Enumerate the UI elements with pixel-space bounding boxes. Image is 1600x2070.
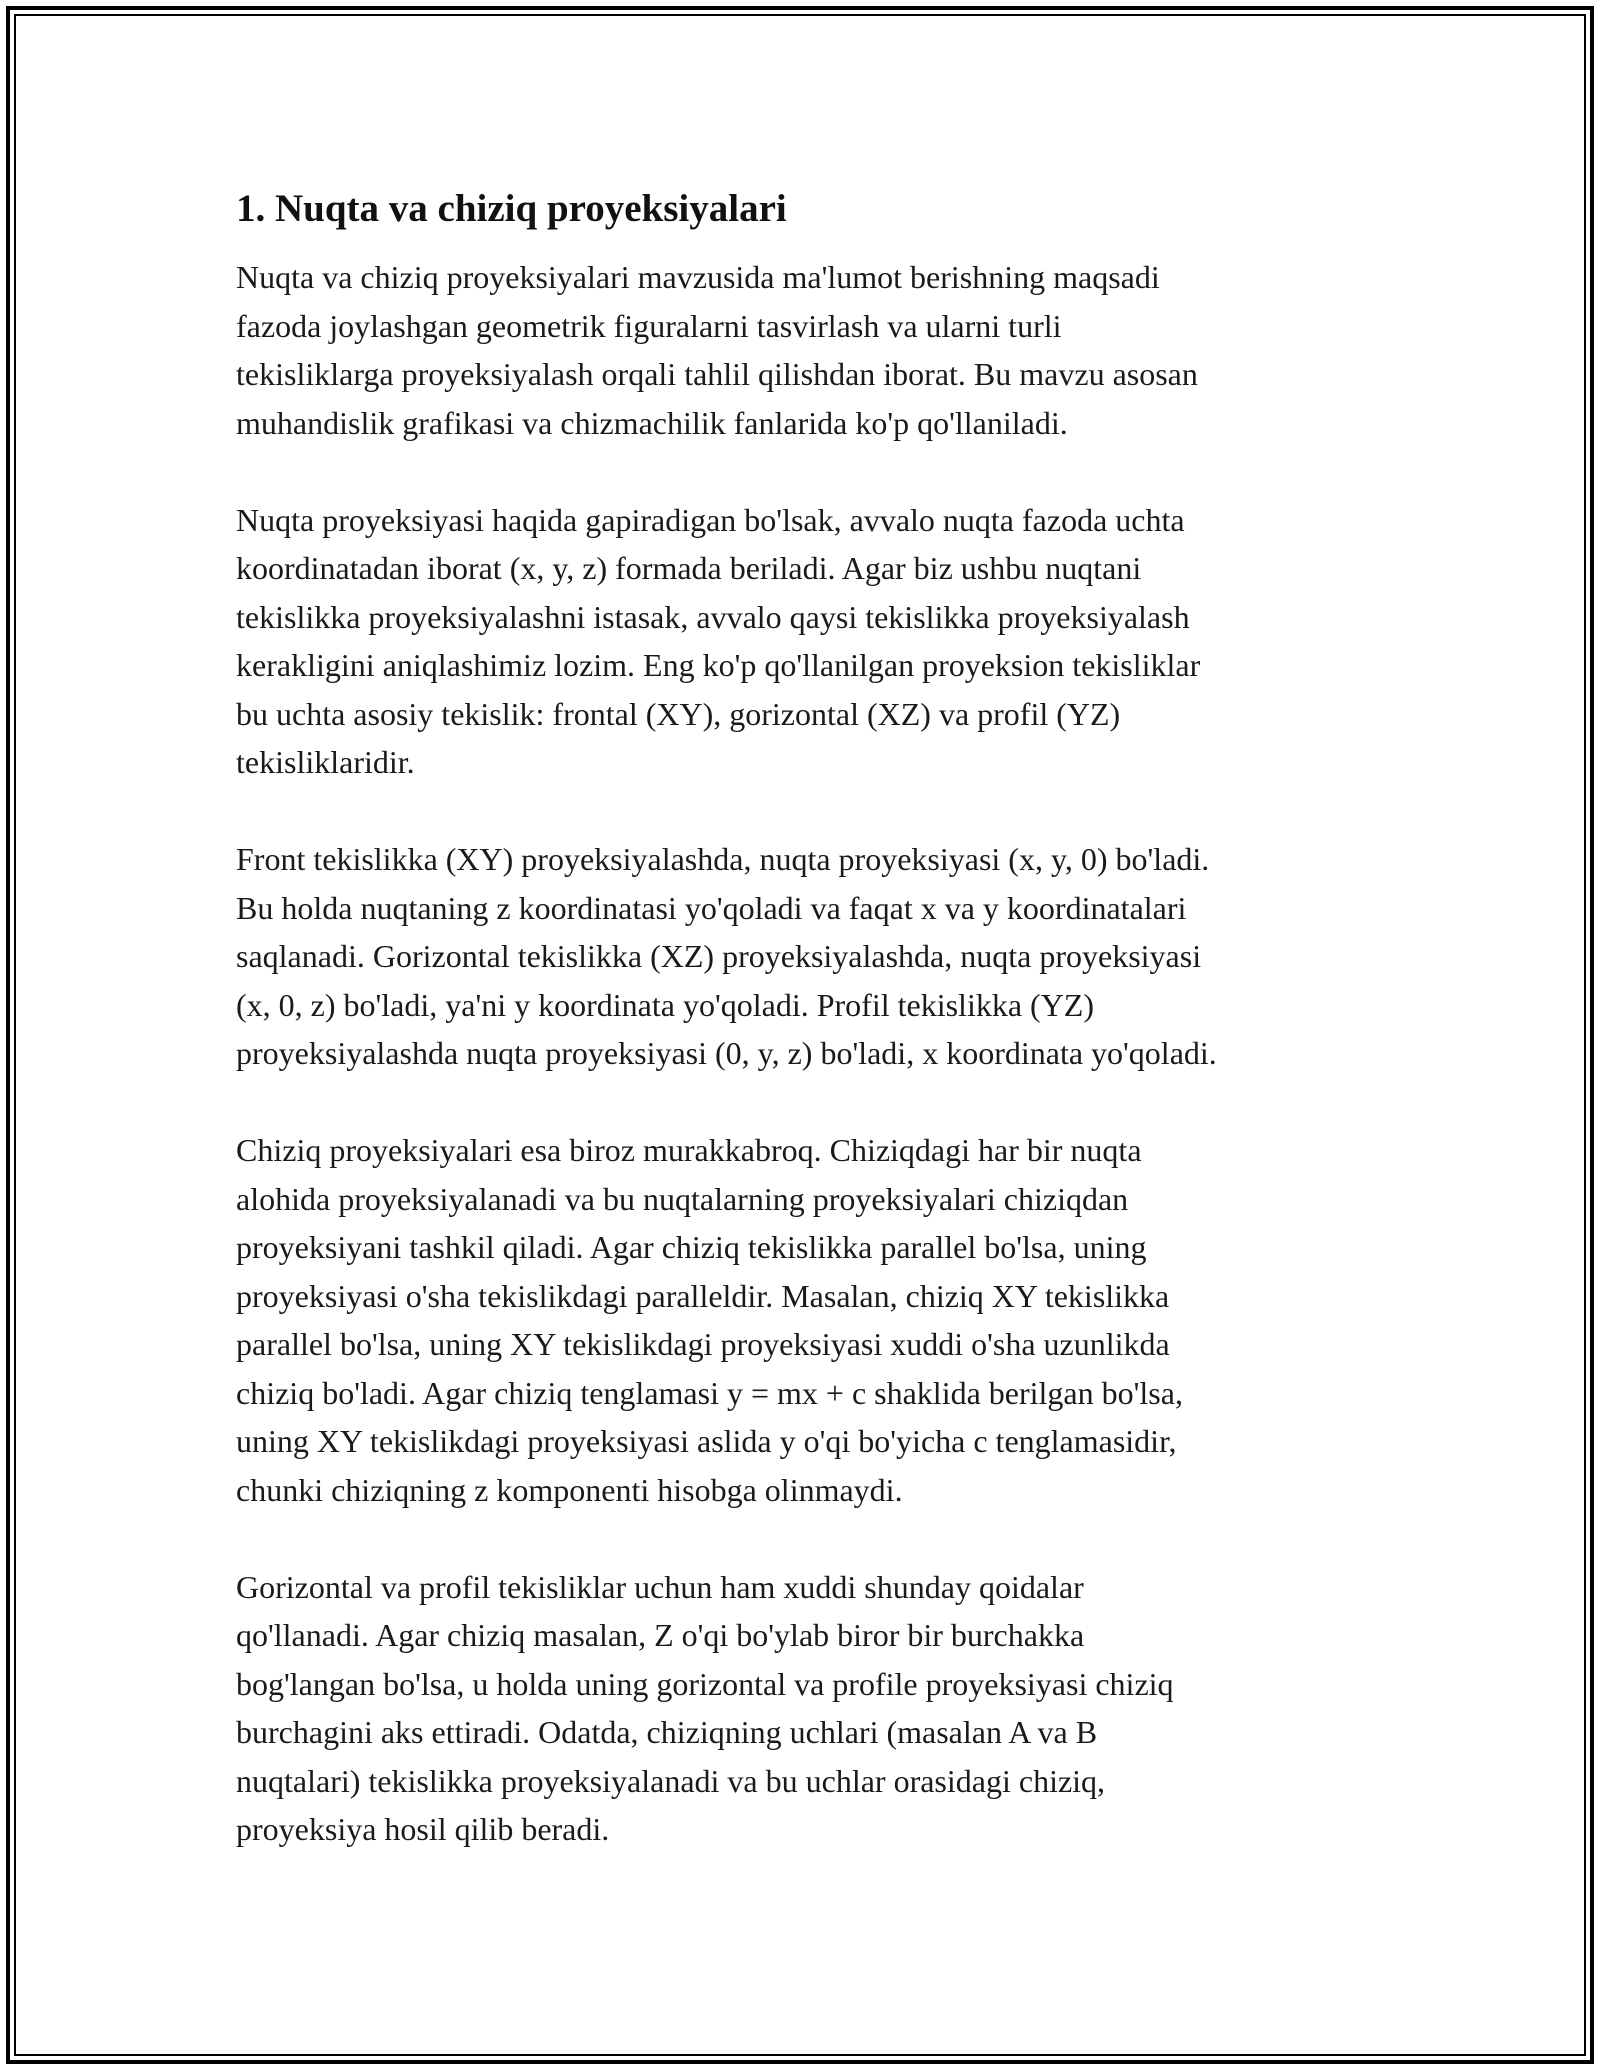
text-line: alohida proyeksiyalanadi va bu nuqtalarning proyeksiyalari chiziqdan [236,1180,1129,1217]
text-line: bog'langan bo'lsa, u holda uning gorizontal va profile proyeksiyasi chiziq [236,1665,1174,1702]
text-line: Nuqta va chiziq proyeksiyalari mavzusida ma'lumot berishning maqsadi [236,259,1160,295]
text-line: saqlanadi. Gorizontal tekislikka (XZ) proyeksiyalashda, nuqta proyeksiyasi [236,938,1202,974]
text-line: qo'llanadi. Agar chiziq masalan, Z o'qi bo'ylab biror bir burchakka [236,1617,1085,1653]
text-line: fazoda joylashgan geometrik figuralarni tasvirlash va ularni turli [236,307,1062,344]
section-heading: 1. Nuqta va chiziq proyeksiyalari [236,187,787,230]
text-line: burchagini aks ettiradi. Odatda, chiziqning uchlari (masalan A va B [236,1714,1098,1750]
text-line: Nuqta proyeksiyasi haqida gapiradigan bo'lsak, avvalo nuqta fazoda uchta [236,501,1185,538]
text-line: chunki chiziqning z komponenti hisobga olinmaydi. [236,1471,903,1508]
text-line: muhandislik grafikasi va chizmachilik fanlarida ko'p qo'llaniladi. [236,404,1068,441]
text-line: Chiziq proyeksiyalari esa biroz murakkabroq. Chiziqdagi har bir nuqta [236,1132,1142,1168]
text-line: koordinatadan iborat (x, y, z) formada beriladi. Agar biz ushbu nuqtani [236,550,1142,586]
text-line: proyeksiyasi o'sha tekislikdagi paralleldir. Masalan, chiziq XY tekislikka [236,1277,1170,1314]
text-line: proyeksiya hosil qilib beradi. [236,1811,610,1847]
text-line: tekisliklaridir. [236,744,415,780]
text-line: bu uchta asosiy tekislik: frontal (XY), gorizontal (XZ) va profil (YZ) [236,695,1121,732]
text-line: Gorizontal va profil tekisliklar uchun ham xuddi shunday qoidalar [236,1568,1084,1605]
text-line: proyeksiyalashda nuqta proyeksiyasi (0, y, z) bo'ladi, x koordinata yo'qoladi. [236,1035,1217,1071]
paragraph-point-projection [236,496,1396,787]
paragraph-plane-projections [236,835,1396,1078]
paragraph-horizontal-profile [236,1563,1396,1854]
text-line: chiziq bo'ladi. Agar chiziq tenglamasi y = mx + c shaklida berilgan bo'lsa, [236,1374,1183,1411]
text-line: tekislikka proyeksiyalashni istasak, avvalo qaysi tekislikka proyeksiyalash [236,598,1190,635]
text-line: parallel bo'lsa, uning XY tekislikdagi proyeksiyasi xuddi o'sha uzunlikda [236,1326,1170,1362]
text-line: tekisliklarga proyeksiyalash orqali tahlil qilishdan iborat. Bu mavzu asosan [236,356,1198,392]
document-body [236,185,1396,1902]
paragraph-intro [236,253,1396,447]
text-line: proyeksiyani tashkil qiladi. Agar chiziq tekislikka parallel bo'lsa, uning [236,1229,1147,1265]
paragraph-line-projection [236,1126,1396,1514]
text-line: Bu holda nuqtaning z koordinatasi yo'qoladi va faqat x va y koordinatalari [236,889,1187,926]
text-line: kerakligini aniqlashimiz lozim. Eng ko'p qo'llanilgan proyeksion tekisliklar [236,647,1201,683]
text-line: nuqtalari) tekislikka proyeksiyalanadi va bu uchlar orasidagi chiziq, [236,1762,1106,1799]
text-line: Front tekislikka (XY) proyeksiyalashda, nuqta proyeksiyasi (x, y, 0) bo'ladi. [236,841,1210,877]
text-line: (x, 0, z) bo'ladi, ya'ni y koordinata yo'qoladi. Profil tekislikka (YZ) [236,986,1094,1023]
text-line: uning XY tekislikdagi proyeksiyasi aslida y o'qi bo'yicha c tenglamasidir, [236,1423,1177,1459]
